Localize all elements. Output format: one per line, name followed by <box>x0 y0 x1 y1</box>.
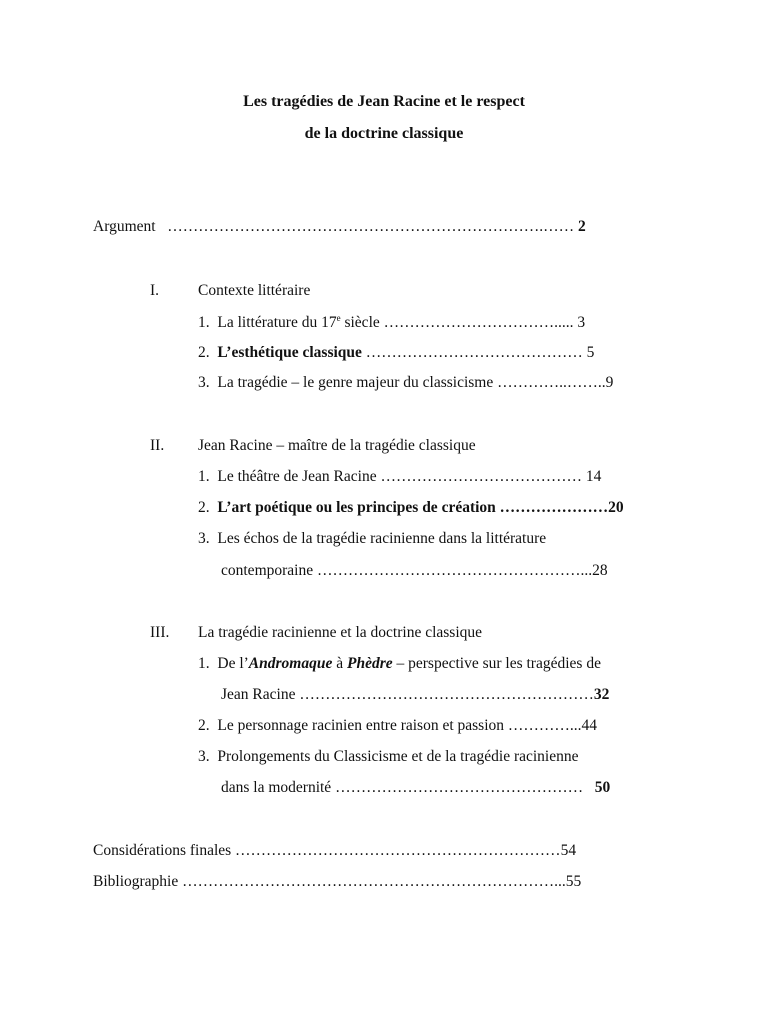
title-line-1: Les tragédies de Jean Racine et le respect <box>243 93 525 110</box>
item-page: 32 <box>593 686 610 703</box>
section-1-numeral: I. <box>150 282 160 299</box>
argument-leader: ……………………………………………………………….…… <box>167 218 575 235</box>
section-2-item-1 <box>198 468 601 486</box>
section-3-item-1 <box>198 655 601 673</box>
section-1-heading: Contexte littéraire <box>198 282 311 299</box>
item-number: 2. <box>198 344 210 361</box>
item-text: Jean Racine ………………………………………………… <box>221 686 594 703</box>
item-text-bold: L’art poétique ou les principes de création <box>217 499 496 516</box>
section-2-item-3 <box>198 530 546 548</box>
item-number: 1. <box>198 314 210 332</box>
section-3-item-2 <box>198 717 597 735</box>
section-3-item-3-continuation <box>221 779 610 797</box>
item-text: La littérature du 17 <box>217 314 337 332</box>
final-label: Considérations finales ……………………………………………………… <box>93 842 561 859</box>
item-text: Le théâtre de Jean Racine ………………………………… 14 <box>217 468 602 485</box>
item-text: De l’ <box>217 655 249 672</box>
item-text-rest: siècle ……………………………..... 3 <box>340 314 586 332</box>
item-text: Le personnage racinien entre raison et passion …………...44 <box>217 717 598 734</box>
toc-argument <box>93 218 586 236</box>
section-1-item-2 <box>198 344 594 362</box>
section-3-item-1-continuation <box>221 686 609 704</box>
item-text: Prolongements du Classicisme et de la tragédie racinienne <box>217 748 579 765</box>
section-3-item-3 <box>198 748 579 766</box>
item-number: 1. <box>198 468 210 485</box>
section-2-item-3-continuation: contemporaine ……………………………………………...28 <box>221 562 608 579</box>
argument-label: Argument <box>93 218 156 235</box>
item-number: 3. <box>198 530 210 547</box>
item-page: 50 <box>594 779 611 796</box>
item-text: dans la modernité ………………………………………… <box>221 779 584 796</box>
argument-page: 2 <box>577 218 586 235</box>
toc-final-considerations <box>93 842 576 860</box>
toc-bibliography: Bibliographie ………………………………………………………………...55 <box>93 873 582 890</box>
section-1-item-1 <box>198 313 585 332</box>
item-title-italic: Andromaque <box>248 655 333 672</box>
section-2-item-2 <box>198 499 624 517</box>
section-1-item-3 <box>198 374 613 392</box>
item-title-italic: Phèdre <box>347 655 393 672</box>
item-text: La tragédie – le genre majeur du classicisme …………..……..9 <box>217 374 614 391</box>
item-number: 3. <box>198 374 210 391</box>
item-number: 2. <box>198 499 210 516</box>
item-number: 2. <box>198 717 210 734</box>
section-3-heading: La tragédie racinienne et la doctrine classique <box>198 624 483 641</box>
section-2-numeral: II. <box>150 437 165 454</box>
item-text-bold: L’esthétique classique <box>217 344 362 361</box>
item-number: 3. <box>198 748 210 765</box>
section-3-numeral: III. <box>150 624 170 641</box>
final-page: 54 <box>560 842 577 859</box>
item-text-rest: …………………………………… 5 <box>361 344 595 361</box>
item-number: 1. <box>198 655 210 672</box>
item-text: Les échos de la tragédie racinienne dans la littérature <box>217 530 547 547</box>
item-text-rest: …………………20 <box>495 499 624 516</box>
item-text: à <box>332 655 347 672</box>
section-2-heading: Jean Racine – maître de la tragédie classique <box>198 437 476 454</box>
title-line-2: de la doctrine classique <box>304 125 464 142</box>
item-superscript: e <box>336 313 341 323</box>
item-text-rest: – perspective sur les tragédies de <box>392 655 601 672</box>
